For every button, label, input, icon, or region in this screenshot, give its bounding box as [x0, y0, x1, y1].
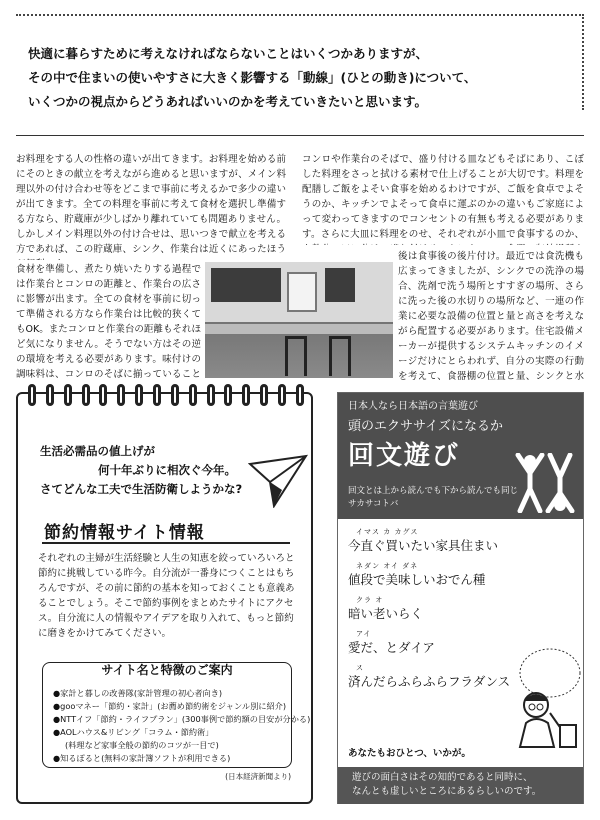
footer-line-2: なんとも虚しいところにあるらしいのです。 — [352, 786, 542, 797]
phrase-text: 愛だ、とダイア — [348, 640, 435, 655]
intro-box — [16, 14, 584, 110]
palindrome-header — [338, 393, 583, 519]
section-divider — [16, 135, 584, 136]
notebook-rings — [28, 384, 304, 406]
site-item: ●知るぽると(無料の家計簿ソフトが利用できる) — [53, 753, 231, 763]
article-column-left: お料理をする人の性格の違いが出てきます。お料理を始める前にそのときの献立を考えながら進めると思いますが、メイン料理以外の付け合わせ等をどこまで事前に考えるかで多少の違いが出てきます。全ての料理を事前に考えて食材を選択し準備する方なら、貯蔵庫が少しばかり離れていても問題ありません。しかしメイン料理以外の付け合せは、思いつきで献立を考える方であれば、この貯蔵庫、シンク、作業台は近くにあったほう — [16, 154, 286, 255]
article-column-right-lower: 後は食事後の後片付け。最近では食洗機も広まってきましたが、シンクでの洗浄の場合、洗剤で洗う場所とすすぎの場所、さらに洗った後の水切りの場所など、一連の作業に必要な設備の位置と量と高さを考えながら配置する必要があります。住宅設備メーカーが提供するシステムキッチンのイメージだけにとらわれず、自分の実際の行動を考えて、食器棚の位置と量、シンクと水 — [398, 251, 584, 382]
palindrome-item — [348, 555, 508, 589]
site-item-note: (料理など家事全般の節約のコツが一目で) — [65, 740, 219, 750]
site-item: ●gooマネー「節約・家計」(お薦め節約術をジャンル別に紹介) — [53, 701, 287, 711]
palindrome-subtitle: 頭のエクササイズになるか — [348, 419, 503, 434]
kitchen-photo — [205, 262, 393, 378]
paper-plane-icon — [248, 454, 308, 508]
site-item: ●家計と暮しの改善隊(家計管理の初心者向き) — [53, 688, 223, 698]
footer-line-1: 遊びの面白さはその知的であると同時に、 — [352, 772, 533, 783]
palindrome-item — [348, 623, 508, 657]
sites-heading: サイト名と特徴のご案内 — [101, 663, 233, 677]
site-item: ●NTTイフ「節約・ライフプラン」(300事例で節約額の目安が分かる) — [53, 714, 311, 724]
phrase-ruby: イマス カ カグス — [356, 528, 419, 536]
phrase-text: 暗い老いらく — [348, 606, 424, 621]
phrase-text: 済んだらふらふらフラダンス — [348, 674, 511, 689]
note-line-1: 生活必需品の値上げが — [40, 444, 155, 458]
palindrome-kicker: 日本人なら日本語の言葉遊び — [348, 401, 478, 412]
palindrome-item — [348, 589, 508, 623]
sites-box — [42, 662, 311, 768]
note-line-2: 何十年ぶりに相次ぐ今年。 — [98, 463, 236, 477]
palindrome-panel — [337, 392, 584, 804]
phrase-text: 今直ぐ買いたい家具住まい — [348, 538, 499, 553]
intro-line-1: 快適に暮らすために考えなければならないことはいくつかありますが、 — [28, 46, 429, 61]
palindrome-list — [348, 521, 511, 691]
savings-note — [40, 442, 280, 499]
thinking-person-illustration — [506, 643, 582, 749]
mirrored-figures-icon — [514, 453, 576, 513]
phrase-ruby: クラ オ — [356, 596, 384, 604]
note-line-3: さてどんな工夫で生活防衛しようかな? — [40, 482, 243, 496]
title-underline — [42, 542, 290, 544]
description-line-1: 回文とは上から読んでも下から読んでも同じ — [348, 486, 519, 496]
phrase-ruby: ス — [356, 664, 364, 672]
phrase-ruby: アイ — [356, 630, 372, 638]
savings-title: 節約情報サイト情報 — [44, 523, 205, 543]
source-credit: (日本経済新聞より) — [225, 772, 291, 781]
sites-list — [53, 687, 311, 765]
savings-body: それぞれの主婦が生活経験と人生の知恵を絞っていろいろと節約に挑戦している昨今。自分流が一番身につくことはもちろんですが、その前に節約の基本を知っておくことも意義あることでしょう。そこで節約事例をまとめたサイトにアクセス。自分流に人の情報やアイデアを取り入れて、もっと節約に磨きをかけてみてください。 — [38, 553, 295, 639]
savings-info-panel — [16, 392, 313, 804]
phrase-text: 値段で美味しいおでん種 — [348, 572, 486, 587]
palindrome-description — [348, 485, 518, 511]
intro-line-2: その中で住まいの使いやすさに大きく影響する「動線」(ひとの動き)について、 — [28, 70, 477, 85]
palindrome-title: 回文遊び — [348, 441, 461, 471]
article-column-left-lower: 食材を準備し、煮たり焼いたりする過程では作業台とコンロの距離と、作業台の広さに影響が出ます。全ての食材を事前に切って準備される方なら作業台は比較的狭くてもOK。またコンロと作業台の距離もそれほど気になりません。そうでない方はその逆の環境を考える必要があります。味付けの調味料は、コンロのそばに揃っていること — [16, 264, 201, 380]
phrase-ruby: ネダン オイ ダネ — [356, 562, 419, 570]
article-column-right: コンロや作業台のそばで、盛り付ける皿などもそばにあり、こぼした料理をさっと拭ける素材で仕上げることが大切です。料理を配膳しご飯をよそい食事を始めるわけですが、ご飯を食卓でよそうのか、キッチンでよそって食卓に運ぶのかの違いもご家庭によって変わってきますのでコンセントの有無も考える必要があります。さらに大皿に料理をのせ、それぞれが小皿で食事するのか、 — [302, 154, 584, 240]
intro-line-3: いくつかの視点からどうあればいいのかを考えていきたいと思います。 — [28, 94, 428, 109]
palindrome-footer — [338, 767, 583, 804]
palindrome-item — [348, 521, 508, 555]
palindrome-closing: あなたもおひとつ、いかが。 — [348, 748, 471, 759]
description-line-2: サカサコトバ — [348, 499, 399, 509]
site-item: ●AOLハウス&リビング「コラム・節約術」 — [53, 727, 214, 737]
palindrome-item — [348, 657, 511, 691]
